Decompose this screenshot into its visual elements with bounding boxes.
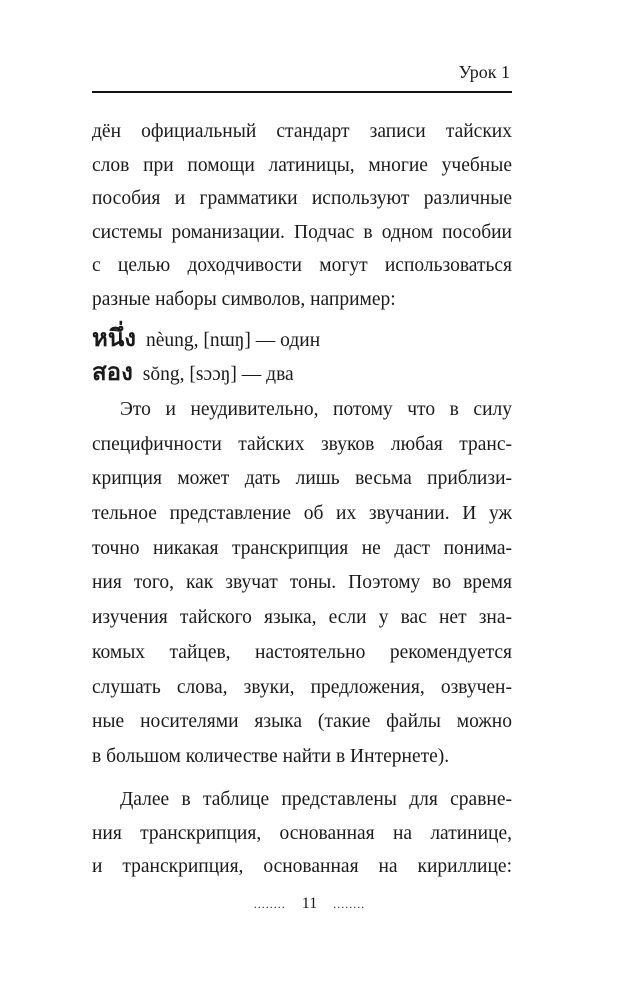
text-line: комых тайцев, настоятельно рекомендуется xyxy=(92,641,512,663)
example-item xyxy=(92,355,512,389)
text-line: системы романизации. Подчас в одном пособии xyxy=(92,221,512,243)
text-line: крипция может дать лишь весьма приблизи- xyxy=(92,468,512,490)
header-rule xyxy=(92,91,512,93)
thai-word: สอง xyxy=(92,358,133,386)
text-line: с целью доходчивости могут использоваться xyxy=(92,255,512,277)
text-line: тельное представление об их звучании. И уж xyxy=(92,503,512,525)
paragraph-3 xyxy=(92,783,512,884)
text-line: пособия и грамматики используют различные xyxy=(92,188,512,210)
text-line: точно никакая транскрипция не даст понима- xyxy=(92,537,512,559)
text-line: разные наборы символов, например: xyxy=(92,288,396,310)
page-number: 11 xyxy=(301,895,318,912)
text-line: слов при помощи латиницы, многие учебные xyxy=(92,154,512,176)
text-line: изучения тайского языка, если у вас нет зна- xyxy=(92,607,512,629)
footer-dots-left: ........ xyxy=(253,896,286,911)
text-line: дён официальный стандарт записи тайских xyxy=(92,121,512,142)
examples xyxy=(92,321,512,389)
footer-dots-right: ........ xyxy=(333,896,366,911)
text-line: и транскрипция, основанная на кириллице: xyxy=(92,856,512,878)
page-footer xyxy=(0,895,619,913)
text-line: ные носителями языка (такие файлы можно xyxy=(92,711,512,733)
text-line: в большом количестве найти в Интернете). xyxy=(92,745,450,767)
paragraph-2 xyxy=(92,393,512,775)
text-line: слушать слова, звуки, предложения, озвучен- xyxy=(92,676,512,698)
text-line: специфичности тайских звуков любая транс- xyxy=(92,433,512,455)
running-header: Урок 1 xyxy=(458,62,510,82)
example-item xyxy=(92,321,512,355)
text-line: ния того, как звучат тоны. Поэтому во время xyxy=(92,572,512,594)
example-transcription: sŏng, [sɔɔŋ] — два xyxy=(142,364,294,385)
text-line: Это и неудивительно, потому что в силу xyxy=(120,399,512,420)
paragraph-1 xyxy=(92,115,512,317)
thai-word: หนึ่ง xyxy=(92,324,136,352)
example-transcription: nèung, [nɯŋ] — один xyxy=(145,330,321,351)
text-line: Далее в таблице представлены для сравне- xyxy=(120,789,512,810)
text-line: ния транскрипция, основанная на латинице, xyxy=(92,822,512,844)
